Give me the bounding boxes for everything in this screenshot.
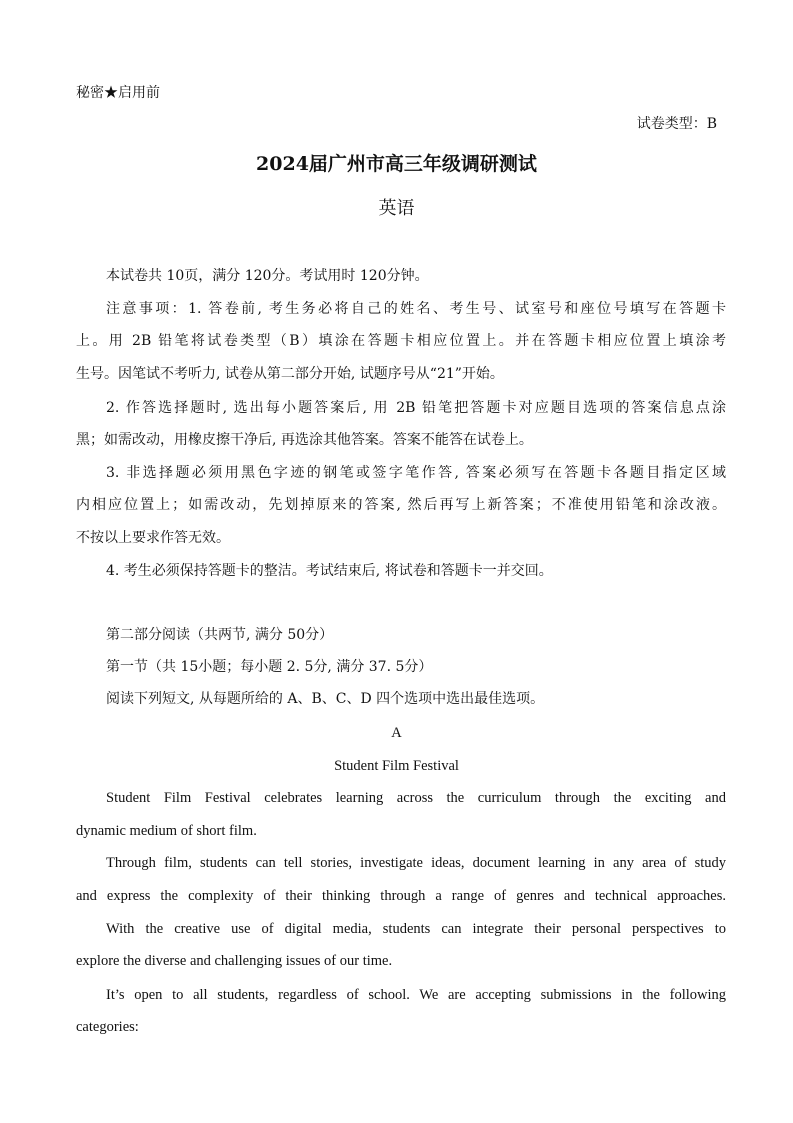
confidential-label: 秘密★启用前 [76, 85, 160, 101]
passage-label: A [391, 725, 402, 741]
exam-title: 2024届广州市高三年级调研测试 [256, 153, 537, 175]
note-1-line-1: 注意事项：1. 答卷前, 考生务必将自己的姓名、考生号、试室号和座位号填写在答题卡 [106, 301, 726, 317]
passage-p3-line-1: With the creative use of digital media, students can integrate their personal perspectives to [106, 921, 726, 937]
note-1-line-3: 生号。因笔试不考听力, 试卷从第二部分开始, 试题序号从“21”开始。 [76, 366, 504, 382]
note-2-line-2: 黑；如需改动，用橡皮擦干净后, 再选涂其他答案。答案不能答在试卷上。 [76, 432, 533, 448]
passage-p4-line-1: It’s open to all students, regardless of school. We are accepting submissions in the following [106, 987, 726, 1003]
passage-p2-line-2: and express the complexity of their thinking through a range of genres and technical approaches. [76, 888, 726, 904]
reading-directions: 阅读下列短文, 从每题所给的 A、B、C、D 四个选项中选出最佳选项。 [106, 691, 545, 707]
passage-p4-line-2: categories: [76, 1019, 139, 1035]
note-2-line-1: 2. 作答选择题时, 选出每小题答案后, 用 2B 铅笔把答题卡对应题目选项的答案信息点涂 [106, 400, 726, 416]
passage-p1-line-2: dynamic medium of short film. [76, 823, 257, 839]
section-heading: 第一节（共 15小题；每小题 2. 5分, 满分 37. 5分） [106, 659, 433, 675]
paper-type-label: 试卷类型：B [636, 116, 717, 132]
exam-intro: 本试卷共 10页，满分 120分。考试用时 120分钟。 [106, 268, 429, 284]
note-1-line-2: 上。用 2B 铅笔将试卷类型（B）填涂在答题卡相应位置上。并在答题卡相应位置上填涂考 [76, 333, 726, 349]
note-3-line-1: 3. 非选择题必须用黑色字迹的钢笔或签字笔作答, 答案必须写在答题卡各题目指定区域 [106, 465, 726, 481]
note-3-line-3: 不按以上要求作答无效。 [76, 530, 230, 546]
passage-title: Student Film Festival [334, 758, 459, 774]
passage-p1-line-1: Student Film Festival celebrates learning across the curriculum through the exciting and [106, 790, 726, 806]
part-heading: 第二部分阅读（共两节, 满分 50分） [106, 627, 334, 643]
note-3-line-2: 内相应位置上；如需改动，先划掉原来的答案, 然后再写上新答案；不准使用铅笔和涂改液。 [76, 497, 726, 513]
passage-p2-line-1: Through film, students can tell stories, investigate ideas, document learning in any area of study [106, 855, 726, 871]
note-4: 4. 考生必须保持答题卡的整洁。考试结束后, 将试卷和答题卡一并交回。 [106, 563, 553, 579]
exam-subject: 英语 [378, 198, 415, 219]
passage-p3-line-2: explore the diverse and challenging issues of our time. [76, 953, 393, 969]
